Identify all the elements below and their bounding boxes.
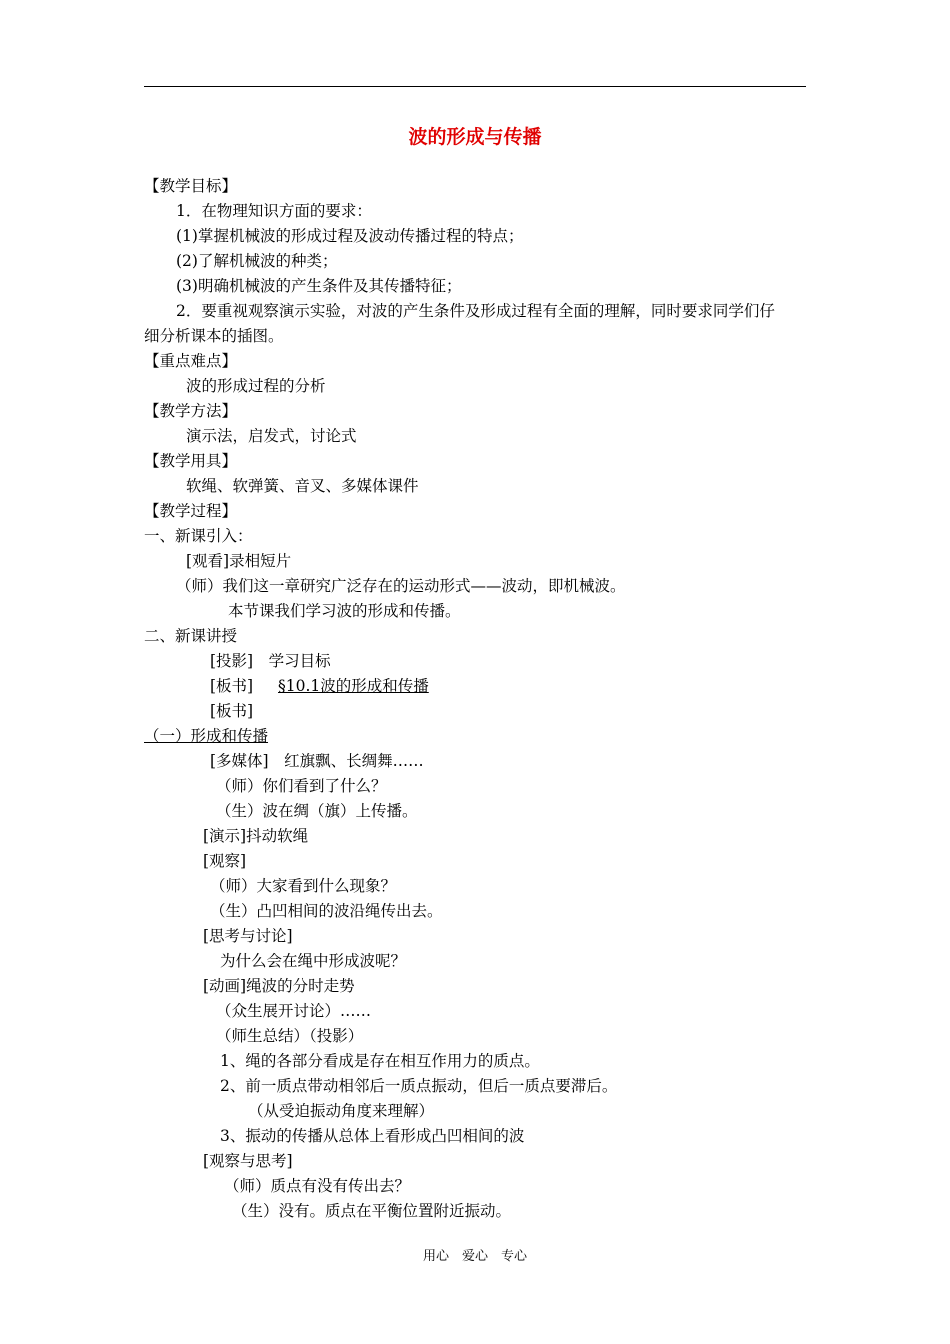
text-line: （生）波在绸（旗）上传播。 (216, 802, 418, 820)
text-line: [板书] (210, 702, 254, 720)
text-line: 二、新课讲授 (144, 627, 238, 645)
text-line: (1)掌握机械波的形成过程及波动传播过程的特点； (176, 227, 524, 245)
text-line: 【教学过程】 (144, 502, 238, 520)
page-title: 波的形成与传播 (408, 126, 542, 148)
text-line: 3、振动的传播从总体上看形成凸凹相间的波 (220, 1127, 525, 1145)
page-footer: 用心 爱心 专心 (422, 1249, 527, 1264)
header-rule (144, 86, 806, 87)
text-line: （生）凸凹相间的波沿绳传出去。 (210, 902, 443, 920)
text-line: （从受迫振动角度来理解） (248, 1102, 435, 1120)
text-line: （众生展开讨论）…… (216, 1002, 372, 1020)
text-line: 细分析课本的插图。 (144, 327, 284, 345)
text-line: 1．在物理知识方面的要求： (176, 202, 372, 220)
text-line: [动画]绳波的分时走势 (203, 977, 355, 995)
text-line: （师）我们这一章研究广泛存在的运动形式——波动，即机械波。 (176, 577, 626, 595)
text-line: 软绳、软弹簧、音叉、多媒体课件 (186, 477, 419, 495)
board-title: §10.1波的形成和传播 (278, 677, 429, 695)
text-line: 2、前一质点带动相邻后一质点振动，但后一质点要滞后。 (220, 1077, 618, 1095)
text-line: [思考与讨论] (203, 927, 293, 945)
text-line: （师）质点有没有传出去？ (224, 1177, 411, 1195)
text-line: 为什么会在绳中形成波呢？ (220, 952, 407, 970)
text-line: [投影] 学习目标 (210, 652, 331, 670)
text-line: 波的形成过程的分析 (186, 377, 326, 395)
text-line: 【重点难点】 (144, 352, 238, 370)
text-line: （师生总结）（投影） (216, 1027, 364, 1045)
text-line: 1、绳的各部分看成是存在相互作用力的质点。 (220, 1052, 540, 1070)
text-line: （师）大家看到什么现象？ (210, 877, 397, 895)
text-line: （一）形成和传播 (144, 727, 269, 745)
text-line: 一、新课引入： (144, 527, 253, 545)
text-line: （师）你们看到了什么？ (216, 777, 387, 795)
text-line: [观看]录相短片 (186, 552, 292, 570)
text-line: [演示]抖动软绳 (203, 827, 309, 845)
text-line: (3)明确机械波的产生条件及其传播特征； (176, 277, 462, 295)
text-line: (2)了解机械波的种类； (176, 252, 338, 270)
text-line: 演示法，启发式，讨论式 (186, 427, 357, 445)
text-line: 【教学方法】 (144, 402, 238, 420)
text-line: [板书] (210, 677, 254, 695)
text-line: [多媒体] 红旗飘、长绸舞…… (210, 752, 424, 770)
text-line: 本节课我们学习波的形成和传播。 (228, 602, 461, 620)
text-line: （生）没有。质点在平衡位置附近振动。 (232, 1202, 512, 1220)
text-line: [观察] (203, 852, 247, 870)
text-line: 【教学用具】 (144, 452, 238, 470)
text-line: 【教学目标】 (144, 177, 238, 195)
text-line: [观察与思考] (203, 1152, 293, 1170)
text-line: 2．要重视观察演示实验，对波的产生条件及形成过程有全面的理解，同时要求同学们仔 (176, 302, 775, 320)
